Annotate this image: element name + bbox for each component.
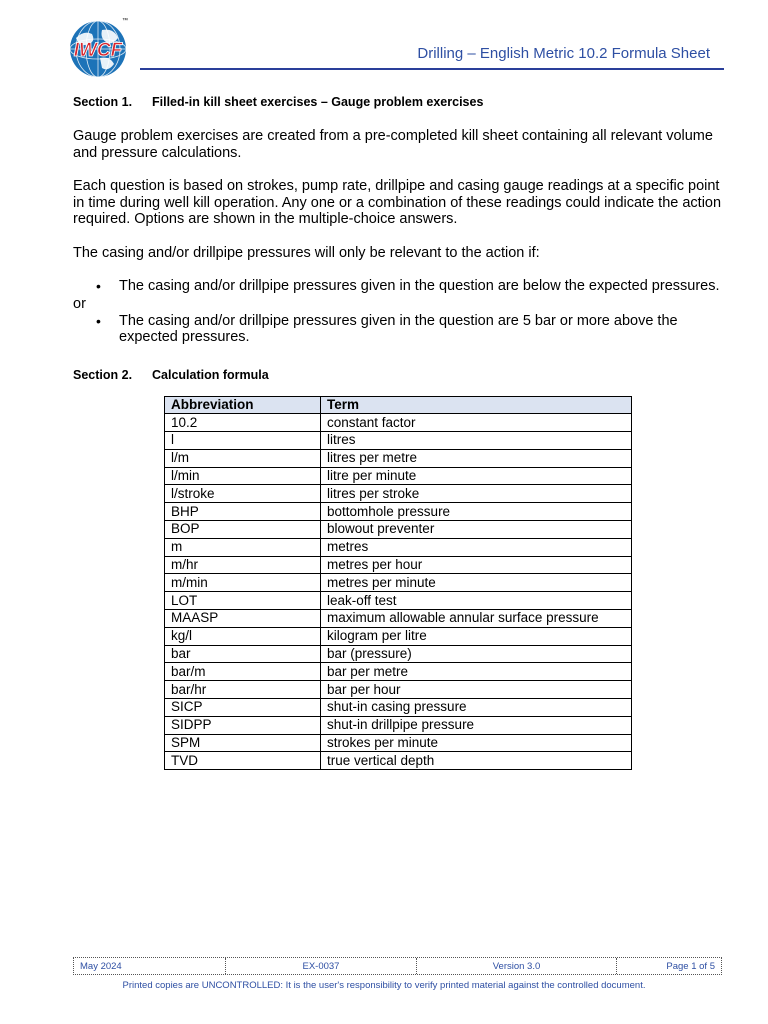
term-cell: true vertical depth [321,752,632,770]
term-cell: shut-in casing pressure [321,699,632,717]
term-cell: litres per metre [321,449,632,467]
header-term: Term [321,396,632,414]
table-row [165,556,632,574]
table-row [165,592,632,610]
term-cell: litre per minute [321,467,632,485]
section1-heading [73,95,723,109]
abbreviation-cell: SPM [165,734,321,752]
abbreviation-cell: SICP [165,699,321,717]
term-cell: bar per metre [321,663,632,681]
footer-page-number: Page 1 of 5 [666,960,715,972]
header-abbreviation: Abbreviation [165,396,321,414]
header-divider [140,68,724,70]
abbreviation-cell: l/m [165,449,321,467]
section2-title: Calculation formula [152,367,269,382]
table-body [165,414,632,770]
abbreviation-cell: m/hr [165,556,321,574]
document-title: Drilling – English Metric 10.2 Formula Sheet [417,45,710,62]
condition-list [73,278,723,295]
term-cell: kilogram per litre [321,627,632,645]
document-body [73,95,723,770]
abbreviation-cell: SIDPP [165,716,321,734]
condition-bullet-2: • The casing and/or drillpipe pressures given in the question are 5 bar or more above the expected pressures. [73,313,723,346]
abbreviation-table [164,396,632,771]
abbreviation-cell: BHP [165,503,321,521]
iwcf-logo [62,18,134,80]
term-cell: metres per hour [321,556,632,574]
abbreviation-cell: MAASP [165,610,321,628]
abbreviation-cell: m [165,538,321,556]
condition-bullet-1: • The casing and/or drillpipe pressures given in the question are below the expected pressures. [73,278,723,295]
trademark-symbol: ™ [122,18,128,24]
table-row [165,645,632,663]
footer-version: Version 3.0 [417,958,617,974]
term-cell: litres [321,432,632,450]
table-row [165,467,632,485]
or-connector: or [73,295,86,312]
table-row [165,503,632,521]
table-row [165,521,632,539]
abbreviation-cell: BOP [165,521,321,539]
table-row [165,449,632,467]
footer-doc-id: EX-0037 [226,958,417,974]
table-row [165,663,632,681]
table-row [165,734,632,752]
term-cell: leak-off test [321,592,632,610]
term-cell: constant factor [321,414,632,432]
footer-bar [73,957,722,975]
section1-paragraph-1: Gauge problem exercises are created from a pre-completed kill sheet containing all relevant volume and pressure calculations. [73,128,713,161]
abbreviation-cell: l [165,432,321,450]
section1-paragraph-2: Each question is based on strokes, pump rate, drillpipe and casing gauge readings at a specific point in time during well kill operation. Any one or a combination of these readings could indicate the action required. Options are shown in the multiple-choice answers. [73,178,722,227]
table-row [165,432,632,450]
term-cell: blowout preventer [321,521,632,539]
term-cell: bar per hour [321,681,632,699]
abbreviation-cell: bar [165,645,321,663]
abbreviation-cell: l/stroke [165,485,321,503]
table-row [165,414,632,432]
table-row [165,574,632,592]
term-cell: maximum allowable annular surface pressure [321,610,632,628]
condition-list-2 [73,313,723,346]
table-row [165,538,632,556]
table-row [165,681,632,699]
term-cell: metres per minute [321,574,632,592]
term-cell: shut-in drillpipe pressure [321,716,632,734]
table-row [165,485,632,503]
section2-number: Section 2. [73,367,133,382]
abbreviation-cell: 10.2 [165,414,321,432]
term-cell: strokes per minute [321,734,632,752]
abbreviation-cell: bar/hr [165,681,321,699]
section1-paragraph-3: The casing and/or drillpipe pressures will only be relevant to the action if: [73,244,540,261]
table-row [165,610,632,628]
abbreviation-cell: m/min [165,574,321,592]
abbreviation-cell: bar/m [165,663,321,681]
abbreviation-cell: TVD [165,752,321,770]
logo-text: IWCF [73,40,123,61]
abbreviation-cell: l/min [165,467,321,485]
term-cell: bottomhole pressure [321,503,632,521]
section1-number: Section 1. [73,95,133,109]
abbreviation-cell: LOT [165,592,321,610]
table-row [165,699,632,717]
term-cell: bar (pressure) [321,645,632,663]
table-header-row [165,396,632,414]
footer-date: May 2024 [74,958,226,974]
abbreviation-cell: kg/l [165,627,321,645]
section1-title: Filled-in kill sheet exercises – Gauge problem exercises [152,95,484,109]
table-row [165,752,632,770]
footer-disclaimer: Printed copies are UNCONTROLLED: It is the user's responsibility to verify printed material against the controlled document. [122,980,646,991]
table-row [165,716,632,734]
table-row [165,627,632,645]
term-cell: litres per stroke [321,485,632,503]
section2-heading [73,368,723,382]
term-cell: metres [321,538,632,556]
